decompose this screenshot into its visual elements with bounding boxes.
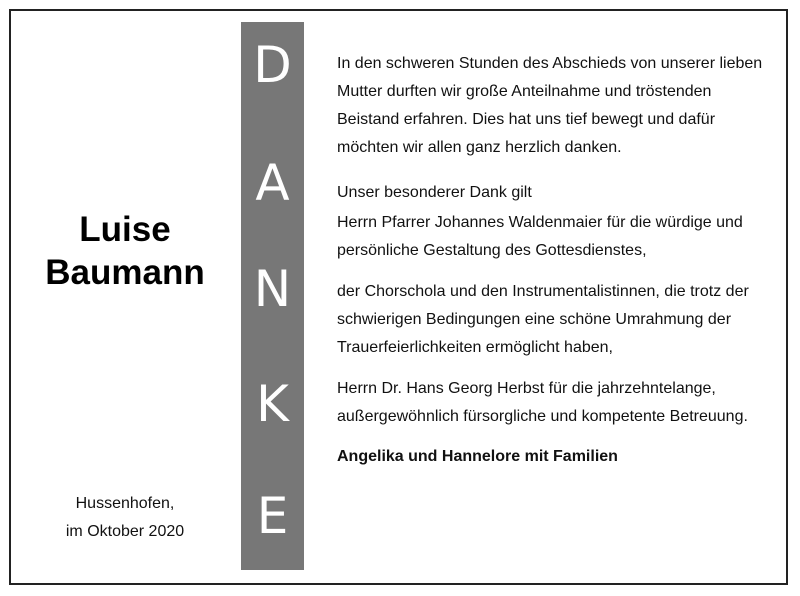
message-body (337, 50, 777, 471)
banner-letter: D (253, 36, 292, 94)
banner-letter: E (256, 487, 289, 545)
intro-paragraph: In den schweren Stunden des Abschieds von unserer lieben Mutter durften wir große Anteilnahme und tröstenden Beistand erfahren. Dies hat uns tief bewegt und dafür möchten wir allen ganz herzlich danken. (337, 55, 763, 156)
deceased-name (20, 208, 230, 294)
banner-letter: N (253, 260, 292, 318)
first-name: Luise (79, 210, 171, 249)
signature: Angelika und Hannelore mit Familien (337, 448, 618, 465)
banner-letter: K (256, 375, 289, 433)
last-name: Baumann (45, 253, 205, 292)
banner-letter: A (255, 154, 290, 212)
thanks-item: Herrn Pfarrer Johannes Waldenmaier für die würdige und persönliche Gestaltung des Gottesdienstes, (337, 214, 743, 259)
date: im Oktober 2020 (65, 523, 185, 540)
danke-banner (241, 22, 304, 570)
thanks-item: Herrn Dr. Hans Georg Herbst für die jahrzehntelange, außergewöhnlich fürsorgliche und kompetente Betreuung. (337, 380, 748, 425)
thanks-heading: Unser besonderer Dank gilt (337, 184, 532, 201)
place: Hussenhofen, (75, 495, 175, 512)
thanks-item: der Chorschola und den Instrumentalistinnen, die trotz der schwierigen Bedingungen eine schöne Umrahmung der Trauerfeierlichkeiten ermöglicht haben, (337, 283, 749, 356)
place-date (20, 490, 230, 546)
